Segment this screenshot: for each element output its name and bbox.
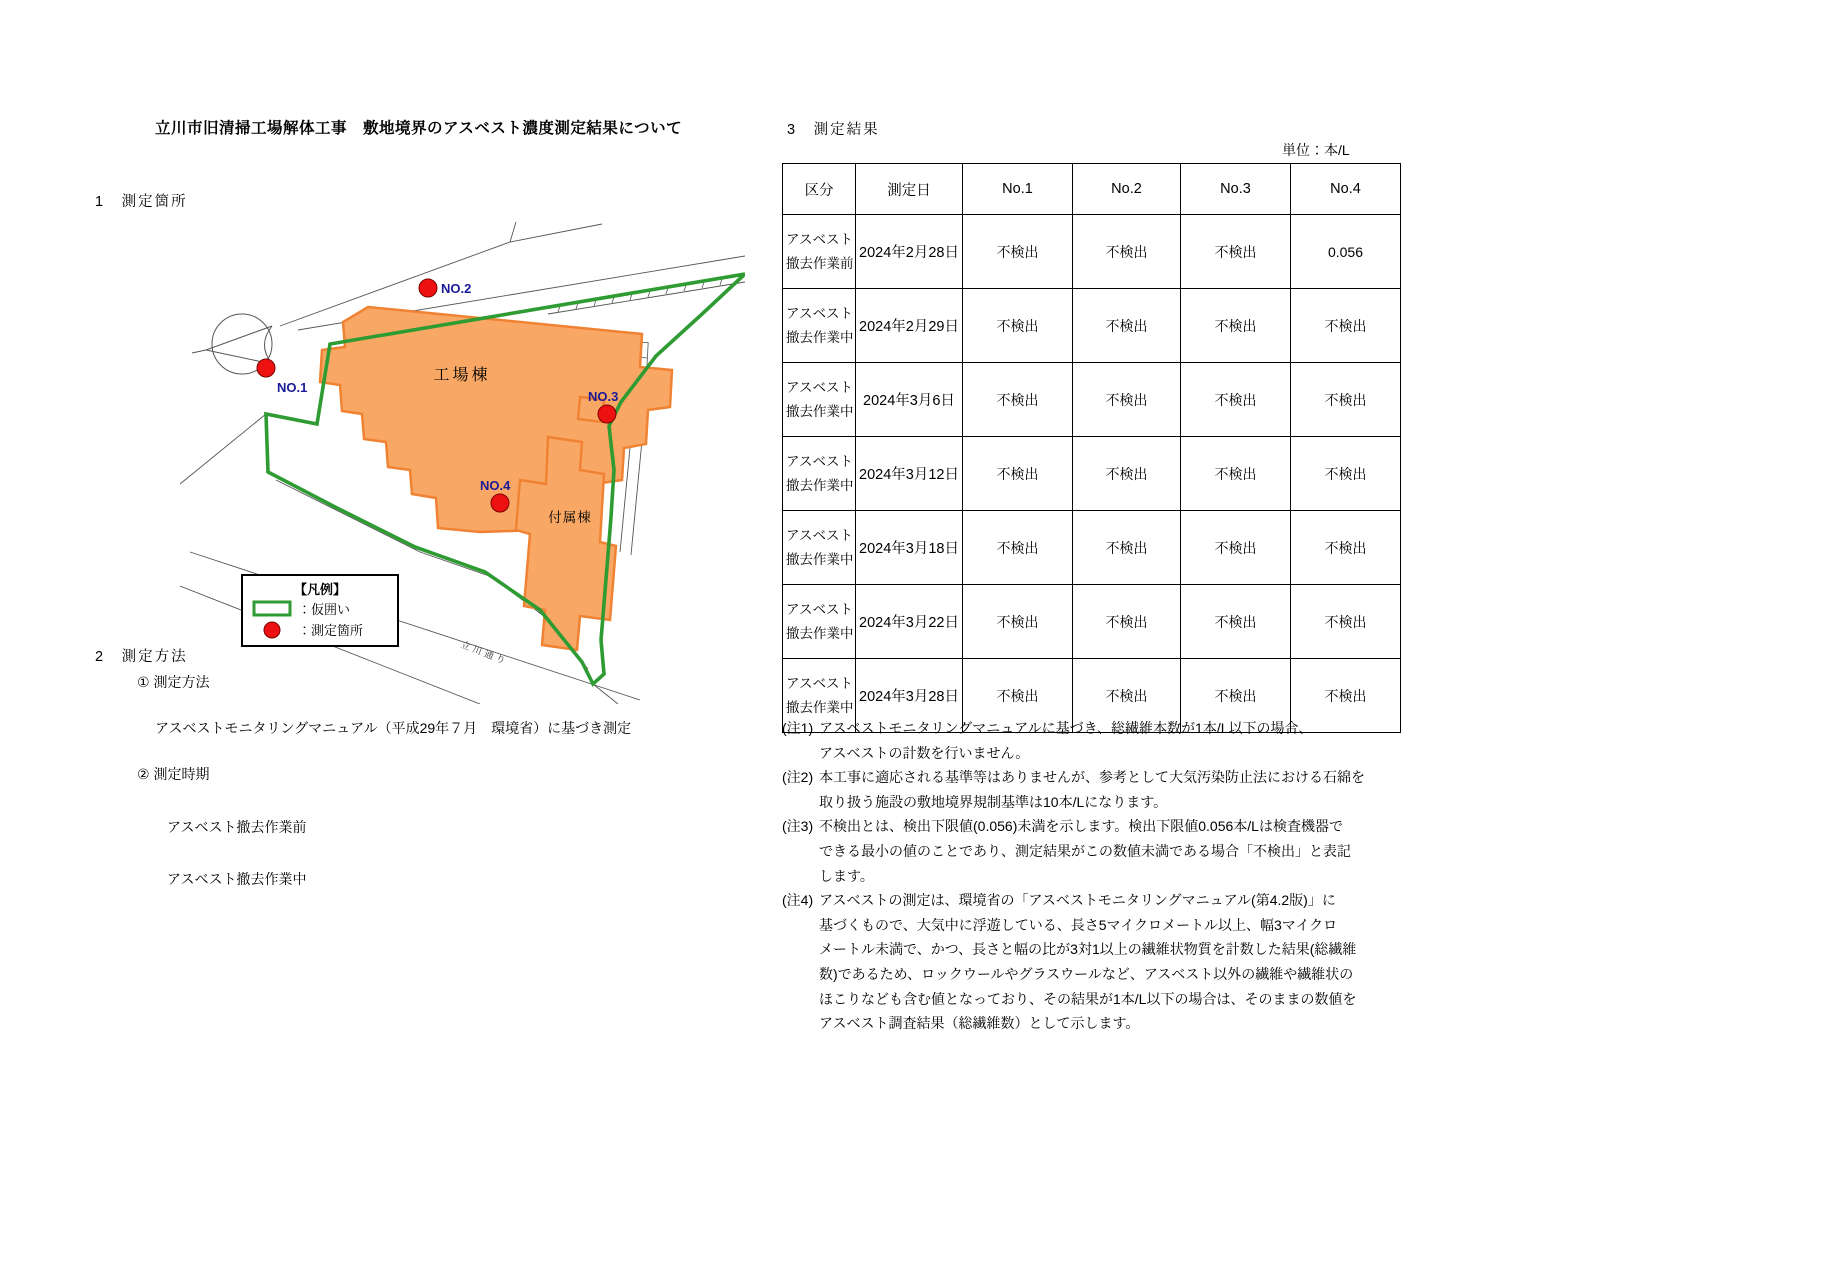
legend-title: 【凡例】 [293, 582, 347, 597]
value-cell: 不検出 [1073, 215, 1181, 289]
value-cell: 不検出 [1073, 363, 1181, 437]
value-cell: 0.056 [1291, 215, 1401, 289]
date-cell: 2024年3月28日 [856, 659, 963, 733]
table-row [783, 437, 1401, 511]
col-header-no2: No.2 [1073, 164, 1181, 215]
legend-fence-swatch [254, 602, 290, 615]
note-lines: アスベストの測定は、環境省の「アスベストモニタリングマニュアル(第4.2版)」に 基づくもので、大気中に浮遊している、長さ5マイクロメートル以上、幅3マイクロ メートル未満で、かつ、長さと幅の比が3対1以上の繊維状物質を計数した結果(総繊維 数)であるため、ロックウールやグラスウールなど、アスベスト以外の繊維や繊維状の ほこりなども含む値となっており、その結果が1本/L以下の場合は、そのままの数値を アスベスト調査結果（総繊維数）として示します。 [819, 892, 1357, 1032]
category-cell: アスベスト 撤去作業中 [783, 585, 856, 659]
legend-box [242, 575, 398, 646]
legend-point-swatch [264, 622, 280, 638]
unit-label: 単位：本/L [1282, 142, 1350, 158]
section2-heading: 2 測定方法 [95, 649, 188, 665]
value-cell: 不検出 [1291, 363, 1401, 437]
col-header-no3: No.3 [1181, 164, 1291, 215]
date-cell: 2024年2月29日 [856, 289, 963, 363]
date-cell: 2024年3月12日 [856, 437, 963, 511]
value-cell: 不検出 [1073, 437, 1181, 511]
measurement-point-label: NO.3 [588, 389, 619, 404]
note [782, 888, 1430, 1036]
value-cell: 不検出 [1181, 363, 1291, 437]
value-cell: 不検出 [1073, 511, 1181, 585]
section1-heading: 1 測定箇所 [95, 194, 188, 210]
category-cell: アスベスト 撤去作業中 [783, 437, 856, 511]
value-cell: 不検出 [1181, 511, 1291, 585]
value-cell: 不検出 [1291, 511, 1401, 585]
measurement-point-label: NO.4 [480, 478, 511, 493]
page-title: 立川市旧清掃工場解体工事 敷地境界のアスベスト濃度測定結果について [155, 120, 683, 137]
value-cell: 不検出 [963, 363, 1073, 437]
date-cell: 2024年2月28日 [856, 215, 963, 289]
legend-fence-label: ：仮囲い [298, 602, 351, 617]
section2-period-before: アスベスト撤去作業前 [167, 819, 307, 835]
note-lines: アスベストモニタリングマニュアルに基づき、総繊維本数が1本/L以下の場合、 アスベストの計数を行いません。 [819, 720, 1313, 761]
measurement-point-dot [257, 359, 275, 377]
note [782, 814, 1430, 888]
table-row [783, 215, 1401, 289]
note [782, 765, 1430, 814]
date-cell: 2024年3月6日 [856, 363, 963, 437]
value-cell: 不検出 [963, 659, 1073, 733]
value-cell: 不検出 [1291, 585, 1401, 659]
col-header-no1: No.1 [963, 164, 1073, 215]
value-cell: 不検出 [963, 289, 1073, 363]
col-header-date: 測定日 [856, 164, 963, 215]
category-cell: アスベスト 撤去作業中 [783, 289, 856, 363]
col-header-category: 区分 [783, 164, 856, 215]
table-row [783, 511, 1401, 585]
table-row [783, 289, 1401, 363]
measurement-point-dot [419, 279, 437, 297]
annex-label: 付属棟 [548, 510, 592, 525]
section2-sub1: ① 測定方法 [137, 674, 210, 690]
category-cell: アスベスト 撤去作業中 [783, 363, 856, 437]
section2-method-text: アスベストモニタリングマニュアル（平成29年７月 環境省）に基づき測定 [155, 720, 632, 736]
col-header-no4: No.4 [1291, 164, 1401, 215]
value-cell: 不検出 [963, 215, 1073, 289]
value-cell: 不検出 [1291, 437, 1401, 511]
note-lines: 不検出とは、検出下限値(0.056)未満を示します。検出下限値0.056本/Lは検査機器で できる最小の値のことであり、測定結果がこの数値未満である場合「不検出」と表記 します。 [819, 818, 1351, 884]
table-header-row [783, 164, 1401, 215]
category-cell: アスベスト 撤去作業中 [783, 659, 856, 733]
results-table [782, 163, 1401, 733]
value-cell: 不検出 [1181, 659, 1291, 733]
category-cell: アスベスト 撤去作業前 [783, 215, 856, 289]
value-cell: 不検出 [1291, 659, 1401, 733]
value-cell: 不検出 [1181, 215, 1291, 289]
legend-point-label: ：測定箇所 [298, 623, 364, 638]
road-label: 立川通り [458, 639, 510, 668]
category-cell: アスベスト 撤去作業中 [783, 511, 856, 585]
measurement-point-label: NO.1 [277, 380, 308, 395]
value-cell: 不検出 [963, 585, 1073, 659]
note-label: (注3) [782, 818, 814, 835]
table-row [783, 585, 1401, 659]
site-map [180, 222, 745, 704]
note-lines: 本工事に適応される基準等はありませんが、参考として大気汚染防止法における石綿を 取り扱う施設の敷地境界規制基準は10本/Lになります。 [819, 769, 1365, 810]
section2-period-during: アスベスト撤去作業中 [167, 871, 307, 887]
results-table-body [783, 215, 1401, 733]
date-cell: 2024年3月22日 [856, 585, 963, 659]
value-cell: 不検出 [1291, 289, 1401, 363]
section3-heading: 3 測定結果 [787, 122, 880, 138]
value-cell: 不検出 [1181, 289, 1291, 363]
value-cell: 不検出 [963, 511, 1073, 585]
measurement-point-dot [491, 494, 509, 512]
value-cell: 不検出 [1073, 659, 1181, 733]
value-cell: 不検出 [963, 437, 1073, 511]
value-cell: 不検出 [1181, 437, 1291, 511]
note-label: (注1) [782, 720, 814, 736]
measurement-point-dot [598, 405, 616, 423]
value-cell: 不検出 [1181, 585, 1291, 659]
value-cell: 不検出 [1073, 585, 1181, 659]
value-cell: 不検出 [1073, 289, 1181, 363]
table-row [783, 363, 1401, 437]
date-cell: 2024年3月18日 [856, 511, 963, 585]
factory-label: 工場棟 [433, 367, 491, 384]
note [782, 716, 1430, 765]
notes-block [782, 716, 1430, 1036]
section2-sub2: ② 測定時期 [137, 766, 210, 782]
measurement-point-label: NO.2 [441, 281, 472, 296]
note-label: (注2) [782, 769, 814, 786]
note-label: (注4) [782, 892, 814, 909]
